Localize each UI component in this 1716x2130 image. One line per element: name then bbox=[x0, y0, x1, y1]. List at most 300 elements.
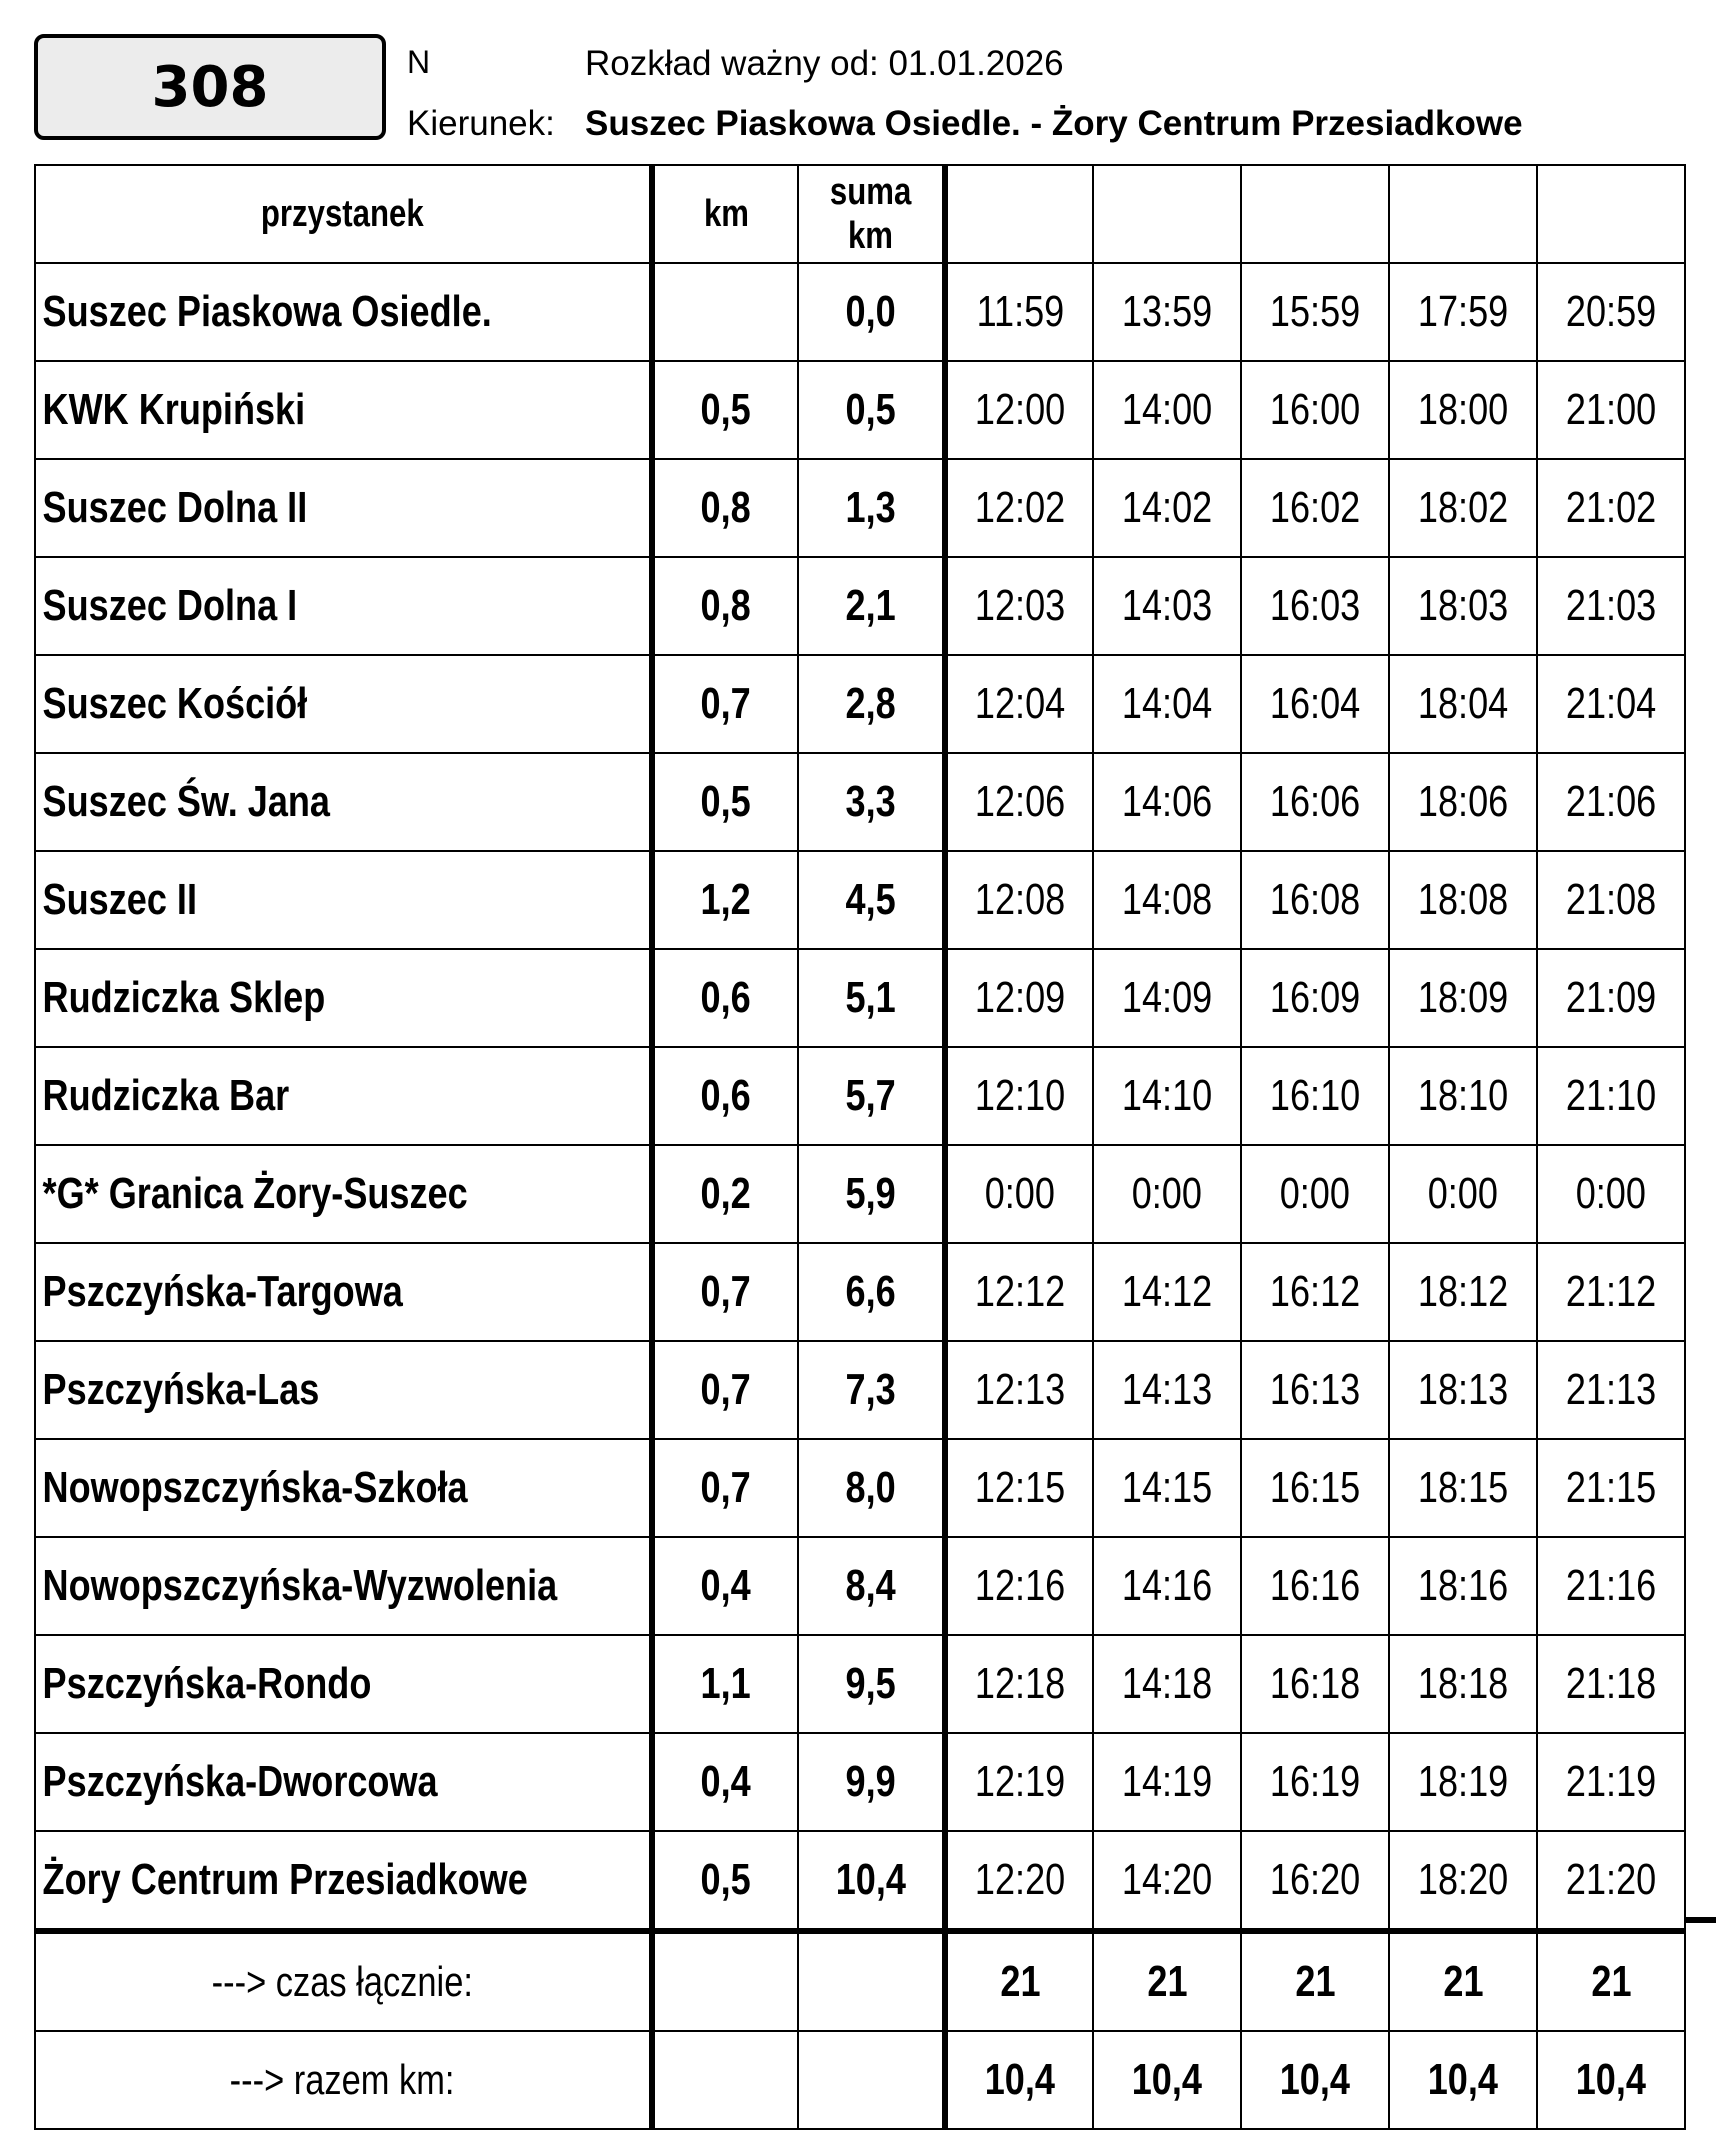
departure-cell bbox=[1537, 1047, 1685, 1145]
km-value: 0,7 bbox=[700, 679, 752, 728]
departure-time: 21:06 bbox=[1565, 777, 1657, 826]
departure-cell bbox=[1241, 1831, 1389, 1931]
summary-label: ---> razem km: bbox=[230, 2056, 455, 2103]
sum-km-cell bbox=[798, 851, 945, 949]
direction-label: Kierunek: bbox=[407, 104, 555, 143]
table-row bbox=[35, 1537, 1685, 1635]
departure-cell bbox=[1537, 1145, 1685, 1243]
stop-cell bbox=[35, 655, 652, 753]
departure-time: 12:00 bbox=[974, 385, 1066, 434]
summary-value: 10,4 bbox=[1575, 2055, 1647, 2104]
departure-time: 12:20 bbox=[974, 1855, 1066, 1904]
departure-time: 17:59 bbox=[1417, 287, 1509, 336]
sum-km-value: 2,8 bbox=[845, 679, 896, 728]
departure-cell bbox=[1093, 557, 1241, 655]
departure-time: 21:13 bbox=[1565, 1365, 1657, 1414]
departure-time: 18:12 bbox=[1417, 1267, 1509, 1316]
departure-cell bbox=[945, 655, 1093, 753]
sum-km-value: 5,9 bbox=[845, 1169, 896, 1218]
summary-divider-extension bbox=[1686, 1917, 1716, 1923]
departure-cell bbox=[1389, 263, 1537, 361]
departure-cell bbox=[1537, 1341, 1685, 1439]
summary-value-cell bbox=[1389, 1931, 1537, 2031]
departure-cell bbox=[1241, 851, 1389, 949]
departure-cell bbox=[945, 557, 1093, 655]
departure-cell bbox=[1389, 1831, 1537, 1931]
km-value: 0,2 bbox=[700, 1169, 752, 1218]
departure-time: 14:18 bbox=[1121, 1659, 1213, 1708]
departure-time: 18:08 bbox=[1417, 875, 1509, 924]
summary-row bbox=[35, 1931, 1685, 2031]
departure-cell bbox=[1093, 1145, 1241, 1243]
stop-name: Żory Centrum Przesiadkowe bbox=[42, 1855, 528, 1904]
departure-time: 16:13 bbox=[1269, 1365, 1361, 1414]
departure-time: 12:13 bbox=[974, 1365, 1066, 1414]
table-row bbox=[35, 851, 1685, 949]
sum-km-cell bbox=[798, 1831, 945, 1931]
table-row bbox=[35, 361, 1685, 459]
departure-time: 21:00 bbox=[1565, 385, 1657, 434]
departure-cell bbox=[1093, 1243, 1241, 1341]
departure-cell bbox=[945, 1635, 1093, 1733]
departure-cell bbox=[945, 1047, 1093, 1145]
departure-cell bbox=[1537, 361, 1685, 459]
sum-km-value: 2,1 bbox=[845, 581, 896, 630]
km-value: 0,7 bbox=[700, 1463, 752, 1512]
departure-cell bbox=[1241, 361, 1389, 459]
departure-time: 14:20 bbox=[1121, 1855, 1213, 1904]
departure-time: 18:04 bbox=[1417, 679, 1509, 728]
table-row bbox=[35, 655, 1685, 753]
stop-cell bbox=[35, 557, 652, 655]
departure-cell bbox=[1241, 1341, 1389, 1439]
sum-km-cell bbox=[798, 1145, 945, 1243]
sum-km-value: 5,7 bbox=[845, 1071, 896, 1120]
km-value: 0,8 bbox=[700, 483, 752, 532]
departure-time: 12:15 bbox=[974, 1463, 1066, 1512]
header-course-1 bbox=[945, 165, 1093, 263]
departure-cell bbox=[1241, 459, 1389, 557]
km-cell bbox=[652, 1733, 798, 1831]
header-km bbox=[652, 165, 798, 263]
departure-cell bbox=[1389, 557, 1537, 655]
departure-time: 14:00 bbox=[1121, 385, 1213, 434]
summary-label-cell bbox=[35, 1931, 652, 2031]
departure-time: 21:12 bbox=[1565, 1267, 1657, 1316]
departure-time: 12:02 bbox=[974, 483, 1066, 532]
valid-from-label: Rozkład ważny od: 01.01.2026 bbox=[585, 44, 1064, 83]
departure-cell bbox=[1241, 557, 1389, 655]
departure-cell bbox=[945, 361, 1093, 459]
km-cell bbox=[652, 655, 798, 753]
departure-cell bbox=[1389, 753, 1537, 851]
departure-cell bbox=[1093, 1831, 1241, 1931]
sum-km-value: 6,6 bbox=[845, 1267, 896, 1316]
departure-cell bbox=[1389, 1635, 1537, 1733]
km-value: 0,5 bbox=[700, 1855, 752, 1904]
stop-name: Suszec Św. Jana bbox=[42, 777, 331, 826]
departure-cell bbox=[1241, 1047, 1389, 1145]
departure-time: 16:12 bbox=[1269, 1267, 1361, 1316]
departure-time: 0:00 bbox=[1131, 1169, 1203, 1218]
table-row bbox=[35, 263, 1685, 361]
sum-km-value: 8,0 bbox=[845, 1463, 896, 1512]
summary-empty-sum bbox=[798, 2031, 945, 2129]
departure-time: 12:10 bbox=[974, 1071, 1066, 1120]
header-course-3 bbox=[1241, 165, 1389, 263]
departure-time: 18:03 bbox=[1417, 581, 1509, 630]
sum-km-value: 8,4 bbox=[845, 1561, 896, 1610]
departure-time: 16:20 bbox=[1269, 1855, 1361, 1904]
stop-name: Pszczyńska-Rondo bbox=[42, 1659, 372, 1708]
summary-label-cell bbox=[35, 2031, 652, 2129]
departure-cell bbox=[1093, 459, 1241, 557]
table-header-row bbox=[35, 165, 1685, 263]
departure-time: 16:04 bbox=[1269, 679, 1361, 728]
header-stop bbox=[35, 165, 652, 263]
departure-cell bbox=[1093, 753, 1241, 851]
departure-time: 14:09 bbox=[1121, 973, 1213, 1022]
km-cell bbox=[652, 459, 798, 557]
departure-time: 14:08 bbox=[1121, 875, 1213, 924]
stop-name: Suszec II bbox=[42, 875, 197, 924]
departure-cell bbox=[1537, 949, 1685, 1047]
departure-time: 11:59 bbox=[976, 287, 1064, 336]
departure-cell bbox=[1537, 1733, 1685, 1831]
departure-time: 14:10 bbox=[1121, 1071, 1213, 1120]
km-cell bbox=[652, 1831, 798, 1931]
departure-cell bbox=[1389, 949, 1537, 1047]
stop-name: Rudziczka Bar bbox=[42, 1071, 290, 1120]
summary-value-cell bbox=[1241, 2031, 1389, 2129]
departure-cell bbox=[1093, 361, 1241, 459]
departure-time: 12:09 bbox=[974, 973, 1066, 1022]
km-cell bbox=[652, 1047, 798, 1145]
summary-value-cell bbox=[1093, 2031, 1241, 2129]
departure-cell bbox=[945, 851, 1093, 949]
departure-time: 21:08 bbox=[1565, 875, 1657, 924]
summary-value-cell bbox=[945, 1931, 1093, 2031]
table-row bbox=[35, 1635, 1685, 1733]
departure-time: 12:12 bbox=[974, 1267, 1066, 1316]
stop-cell bbox=[35, 1733, 652, 1831]
stop-cell bbox=[35, 1243, 652, 1341]
departure-cell bbox=[1389, 361, 1537, 459]
departure-time: 14:06 bbox=[1121, 777, 1213, 826]
departure-time: 0:00 bbox=[1279, 1169, 1351, 1218]
departure-cell bbox=[1241, 1635, 1389, 1733]
stop-name: Rudziczka Sklep bbox=[42, 973, 326, 1022]
departure-cell bbox=[1241, 949, 1389, 1047]
km-cell bbox=[652, 851, 798, 949]
departure-time: 18:19 bbox=[1417, 1757, 1509, 1806]
departure-time: 18:10 bbox=[1417, 1071, 1509, 1120]
departure-cell bbox=[1389, 1537, 1537, 1635]
sum-km-value: 4,5 bbox=[845, 875, 896, 924]
km-value: 0,5 bbox=[700, 385, 752, 434]
summary-value: 10,4 bbox=[1279, 2055, 1351, 2104]
departure-time: 14:02 bbox=[1121, 483, 1213, 532]
km-cell bbox=[652, 557, 798, 655]
departure-cell bbox=[1389, 1733, 1537, 1831]
departure-cell bbox=[1093, 1635, 1241, 1733]
departure-time: 16:09 bbox=[1269, 973, 1361, 1022]
summary-row bbox=[35, 2031, 1685, 2129]
summary-value-cell bbox=[1537, 1931, 1685, 2031]
summary-empty-sum bbox=[798, 1931, 945, 2031]
summary-empty-km bbox=[652, 1931, 798, 2031]
km-cell bbox=[652, 1341, 798, 1439]
sum-km-value: 0,0 bbox=[845, 287, 896, 336]
departure-time: 21:09 bbox=[1565, 973, 1657, 1022]
departure-time: 18:06 bbox=[1417, 777, 1509, 826]
departure-time: 16:02 bbox=[1269, 483, 1361, 532]
departure-time: 16:03 bbox=[1269, 581, 1361, 630]
departure-time: 21:18 bbox=[1565, 1659, 1657, 1708]
departure-time: 14:13 bbox=[1121, 1365, 1213, 1414]
departure-cell bbox=[945, 1831, 1093, 1931]
departure-time: 12:19 bbox=[974, 1757, 1066, 1806]
departure-time: 0:00 bbox=[1427, 1169, 1499, 1218]
stop-cell bbox=[35, 459, 652, 557]
table-row bbox=[35, 949, 1685, 1047]
departure-time: 14:16 bbox=[1121, 1561, 1213, 1610]
departure-time: 12:04 bbox=[974, 679, 1066, 728]
stop-cell bbox=[35, 361, 652, 459]
stop-name: Suszec Dolna II bbox=[42, 483, 308, 532]
summary-value-cell bbox=[1093, 1931, 1241, 2031]
departure-cell bbox=[1537, 851, 1685, 949]
departure-time: 0:00 bbox=[984, 1169, 1056, 1218]
stop-cell bbox=[35, 1635, 652, 1733]
sum-km-value: 5,1 bbox=[845, 973, 896, 1022]
departure-time: 16:08 bbox=[1269, 875, 1361, 924]
departure-time: 18:15 bbox=[1417, 1463, 1509, 1512]
departure-cell bbox=[945, 1243, 1093, 1341]
stop-name: Suszec Kościół bbox=[42, 679, 308, 728]
stop-cell bbox=[35, 1145, 652, 1243]
departure-cell bbox=[1093, 949, 1241, 1047]
km-value: 0,4 bbox=[700, 1561, 752, 1610]
departure-time: 12:08 bbox=[974, 875, 1066, 924]
header-course-5 bbox=[1537, 165, 1685, 263]
stop-cell bbox=[35, 1439, 652, 1537]
departure-time: 21:16 bbox=[1565, 1561, 1657, 1610]
sum-km-cell bbox=[798, 557, 945, 655]
km-cell bbox=[652, 263, 798, 361]
departure-cell bbox=[1537, 1831, 1685, 1931]
stop-name: Nowopszczyńska-Szkoła bbox=[42, 1463, 468, 1512]
km-cell bbox=[652, 1243, 798, 1341]
table-row bbox=[35, 1047, 1685, 1145]
departure-cell bbox=[1389, 655, 1537, 753]
summary-value: 10,4 bbox=[1427, 2055, 1499, 2104]
departure-time: 14:12 bbox=[1121, 1267, 1213, 1316]
stop-cell bbox=[35, 1831, 652, 1931]
summary-value: 10,4 bbox=[984, 2055, 1056, 2104]
route-number-box bbox=[34, 34, 386, 140]
sum-km-cell bbox=[798, 949, 945, 1047]
departure-cell bbox=[1093, 655, 1241, 753]
table-row bbox=[35, 557, 1685, 655]
departure-time: 21:03 bbox=[1565, 581, 1657, 630]
departure-cell bbox=[945, 459, 1093, 557]
route-number: 308 bbox=[151, 54, 269, 120]
departure-time: 21:19 bbox=[1565, 1757, 1657, 1806]
departure-time: 18:20 bbox=[1417, 1855, 1509, 1904]
departure-time: 18:18 bbox=[1417, 1659, 1509, 1708]
sum-km-cell bbox=[798, 361, 945, 459]
stop-cell bbox=[35, 263, 652, 361]
departure-time: 16:00 bbox=[1269, 385, 1361, 434]
departure-time: 20:59 bbox=[1565, 287, 1657, 336]
departure-time: 16:18 bbox=[1269, 1659, 1361, 1708]
stop-name: Pszczyńska-Dworcowa bbox=[42, 1757, 438, 1806]
departure-cell bbox=[1241, 1537, 1389, 1635]
sum-km-cell bbox=[798, 753, 945, 851]
stop-name: Suszec Piaskowa Osiedle. bbox=[42, 287, 492, 336]
departure-cell bbox=[1389, 1047, 1537, 1145]
departure-cell bbox=[1093, 1439, 1241, 1537]
departure-cell bbox=[1241, 655, 1389, 753]
summary-value: 21 bbox=[999, 1957, 1041, 2006]
day-type-marker: N bbox=[407, 44, 431, 80]
departure-time: 0:00 bbox=[1575, 1169, 1647, 1218]
header-stop-label: przystanek bbox=[261, 193, 424, 235]
departure-cell bbox=[945, 753, 1093, 851]
km-cell bbox=[652, 1537, 798, 1635]
departure-cell bbox=[1537, 1243, 1685, 1341]
departure-time: 12:06 bbox=[974, 777, 1066, 826]
header-km-label: km bbox=[703, 193, 749, 235]
departure-time: 16:15 bbox=[1269, 1463, 1361, 1512]
table-row bbox=[35, 1831, 1685, 1931]
departure-time: 14:03 bbox=[1121, 581, 1213, 630]
header-sum-km-line1: suma bbox=[829, 171, 912, 213]
departure-cell bbox=[1093, 263, 1241, 361]
departure-time: 14:04 bbox=[1121, 679, 1213, 728]
stop-name: Nowopszczyńska-Wyzwolenia bbox=[42, 1561, 558, 1610]
departure-time: 16:06 bbox=[1269, 777, 1361, 826]
departure-time: 18:13 bbox=[1417, 1365, 1509, 1414]
table-row bbox=[35, 1439, 1685, 1537]
departure-time: 18:02 bbox=[1417, 483, 1509, 532]
departure-cell bbox=[1537, 557, 1685, 655]
sum-km-cell bbox=[798, 459, 945, 557]
departure-cell bbox=[1241, 1243, 1389, 1341]
summary-empty-km bbox=[652, 2031, 798, 2129]
sum-km-cell bbox=[798, 1733, 945, 1831]
summary-value: 21 bbox=[1146, 1957, 1188, 2006]
departure-cell bbox=[1093, 1537, 1241, 1635]
km-cell bbox=[652, 1635, 798, 1733]
sum-km-value: 1,3 bbox=[845, 483, 896, 532]
sum-km-cell bbox=[798, 1537, 945, 1635]
summary-value: 21 bbox=[1590, 1957, 1632, 2006]
table-row bbox=[35, 1243, 1685, 1341]
km-value: 0,6 bbox=[700, 1071, 752, 1120]
departure-time: 21:10 bbox=[1565, 1071, 1657, 1120]
departure-time: 16:16 bbox=[1269, 1561, 1361, 1610]
km-value: 0,4 bbox=[700, 1757, 752, 1806]
direction-value: Suszec Piaskowa Osiedle. - Żory Centrum Przesiadkowe bbox=[585, 104, 1523, 143]
stop-name: *G* Granica Żory-Suszec bbox=[42, 1169, 468, 1218]
departure-cell bbox=[1537, 459, 1685, 557]
departure-cell bbox=[1389, 1145, 1537, 1243]
departure-time: 16:19 bbox=[1269, 1757, 1361, 1806]
departure-cell bbox=[1093, 1733, 1241, 1831]
summary-value: 21 bbox=[1294, 1957, 1336, 2006]
summary-value: 21 bbox=[1442, 1957, 1484, 2006]
km-value: 0,6 bbox=[700, 973, 752, 1022]
table-row bbox=[35, 1733, 1685, 1831]
departure-cell bbox=[1093, 1047, 1241, 1145]
departure-cell bbox=[1389, 1243, 1537, 1341]
stop-cell bbox=[35, 1341, 652, 1439]
stop-name: Pszczyńska-Targowa bbox=[42, 1267, 403, 1316]
header-course-2 bbox=[1093, 165, 1241, 263]
sum-km-value: 0,5 bbox=[845, 385, 896, 434]
departure-time: 18:09 bbox=[1417, 973, 1509, 1022]
header-course-4 bbox=[1389, 165, 1537, 263]
table-row bbox=[35, 459, 1685, 557]
summary-value-cell bbox=[1241, 1931, 1389, 2031]
departure-cell bbox=[945, 263, 1093, 361]
departure-time: 12:18 bbox=[974, 1659, 1066, 1708]
km-cell bbox=[652, 361, 798, 459]
km-value: 1,2 bbox=[700, 875, 752, 924]
km-cell bbox=[652, 753, 798, 851]
departure-cell bbox=[1241, 263, 1389, 361]
km-value: 1,1 bbox=[700, 1659, 752, 1708]
stop-cell bbox=[35, 1047, 652, 1145]
stop-cell bbox=[35, 753, 652, 851]
sum-km-value: 7,3 bbox=[845, 1365, 896, 1414]
km-cell bbox=[652, 1145, 798, 1243]
departure-cell bbox=[1241, 753, 1389, 851]
departure-cell bbox=[1537, 1439, 1685, 1537]
departure-cell bbox=[945, 1439, 1093, 1537]
km-value: 0,7 bbox=[700, 1365, 752, 1414]
table-row bbox=[35, 1145, 1685, 1243]
header-sum-km-line2: km bbox=[847, 215, 894, 257]
stop-name: Suszec Dolna I bbox=[42, 581, 298, 630]
departure-cell bbox=[1093, 851, 1241, 949]
km-cell bbox=[652, 949, 798, 1047]
departure-time: 21:02 bbox=[1565, 483, 1657, 532]
departure-time: 18:00 bbox=[1417, 385, 1509, 434]
sum-km-cell bbox=[798, 1635, 945, 1733]
sum-km-cell bbox=[798, 1439, 945, 1537]
sum-km-value: 10,4 bbox=[835, 1855, 906, 1904]
departure-cell bbox=[945, 1733, 1093, 1831]
departure-cell bbox=[1537, 1635, 1685, 1733]
sum-km-cell bbox=[798, 263, 945, 361]
departure-time: 14:19 bbox=[1121, 1757, 1213, 1806]
sum-km-value: 9,5 bbox=[845, 1659, 896, 1708]
departure-time: 15:59 bbox=[1269, 287, 1361, 336]
stop-cell bbox=[35, 851, 652, 949]
departure-cell bbox=[1537, 753, 1685, 851]
departure-cell bbox=[1389, 1439, 1537, 1537]
departure-time: 13:59 bbox=[1121, 287, 1213, 336]
stop-cell bbox=[35, 949, 652, 1047]
header-sum-km bbox=[798, 165, 945, 263]
timetable bbox=[34, 164, 1686, 2130]
sum-km-cell bbox=[798, 1047, 945, 1145]
summary-value-cell bbox=[1389, 2031, 1537, 2129]
table-row bbox=[35, 753, 1685, 851]
